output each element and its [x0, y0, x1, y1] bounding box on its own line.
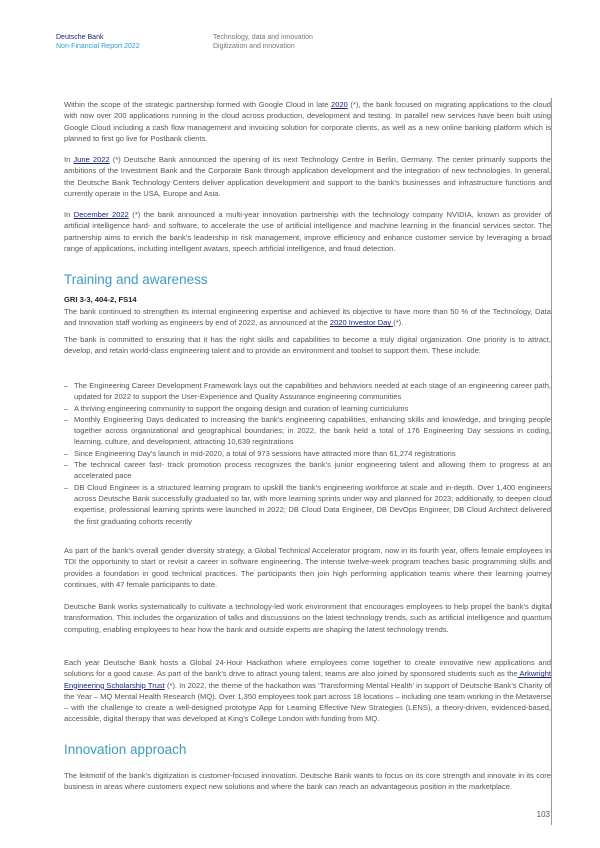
list-item: – Monthly Engineering Days dedicated to increasing the bank’s engineering capabilities, enhancing skills and knowledge, and bringing people together across organizational and geographical boundaries; in 2022, the bank held a total of 176 Engineering Day sessions in coding, learning, culture, and development, attracting 10,639 registrations [64, 414, 551, 448]
text: Each year Deutsche Bank hosts a Global 24-Hour Hackathon where employees come together to create innovative new applications and solutions for a good cause. As part of the bank’s drive to attract young talent, teams are also joined by sponsored students such as the [64, 658, 551, 679]
text: The bank continued to strengthen its internal engineering expertise and achieved its objective to have more than 50 % of the Technology, Data and Innovation staff working as engineers by end of 2022, as announced at the [64, 307, 551, 328]
header-left [56, 33, 140, 51]
list-item: – A thriving engineering community to support the ongoing design and curation of learning curriculums [64, 403, 551, 414]
subsection-title: Digitization and innovation [213, 43, 295, 50]
list-item: – The Engineering Career Development Framework lays out the capabilities and behaviors needed at each stage of an engineering career path, updated for 2022 to support the User-Experience and Quality Assurance engineering communities [64, 380, 551, 403]
gri-reference: GRI 3-3, 404-2, FS14 [64, 295, 137, 304]
page-number: 103 [536, 810, 550, 819]
paragraph-gender-diversity: As part of the bank’s overall gender diversity strategy, a Global Technical Accelerator program, now in its fourth year, offers female employees in TDI the opportunity to start or revisit a career in software engineering. The intense twelve-week program teaches basic programming skills and provides a foundation in good technical practices. The participants then join high performing application teams where their learning journey continues, with 47 female participants to date. [64, 546, 551, 589]
section-title: Technology, data and innovation [213, 34, 313, 41]
training-list [64, 380, 551, 527]
report-name: Non-Financial Report 2022 [56, 43, 140, 50]
change-bar [551, 98, 552, 825]
heading-training: Training and awareness [64, 272, 208, 287]
paragraph-leitmotif: The leitmotif of the bank’s digitization is customer-focused innovation. Deutsche Bank wants to focus on its core strength and innovate in its core business in areas where customers expect new solutions and where the bank can reach an advantageous position in the marketplace. [64, 771, 551, 792]
paragraph-work-environment: Deutsche Bank works systematically to cultivate a technology-led work environment that encourages employees to help propel the bank’s digital transformation. This includes the organization of talks and discussions on the latest technology trends, such as artificial intelligence and quantum computing, enabling employees to hear how the bank and outside experts are shaping the latest technology trends. [64, 602, 551, 634]
text: (*) the bank announced a multi-year innovation partnership with the technology company NVIDIA, known as provider of artificial intelligence hard- and software, to accelerate the use of artificial intelligence and machine learning in the financial services sector. The partnership aims to enrich the bank’s leadership in risk management, improve efficiency and enhance customer service by leveraging a broad range of applications, including intelligent avatars, speech artificial intelligence, and fraud detection. [64, 210, 551, 253]
text: (*). [393, 318, 404, 328]
text: (*), the bank focused on migrating applications to the cloud with now over 200 applications running in the cloud across production, development and testing. In parallel new services have been built using Google Cloud including a cash flow management and invoicing solution for corporate clients, as well as a new online banking platform which is planned to first go live for Postbank clients. [64, 100, 551, 143]
text: (*). In 2022, the theme of the hackathon was ‘Transforming Mental Health’ in support of Deutsche Bank’s Charity of the Year – MQ Mental Health Research (MQ). Over 1,350 employees took part across 18 locations – including one team working in the Metaverse – with the challenge to create a well-designed prototype App for Learning Effective New Strategies (LENS), a theory-driven, evidenced-based, accessible, digital therapy that was developed at King’s College London with funding from MQ. [64, 680, 552, 724]
paragraph-technology-centre [64, 154, 551, 199]
header-right [213, 33, 313, 51]
list-item: – Since Engineering Day’s launch in mid-2020, a total of 973 sessions have attracted more than 61,274 registrations [64, 448, 551, 459]
heading-innovation: Innovation approach [64, 742, 187, 757]
link-december-2022[interactable]: December 2022 [73, 210, 129, 219]
link-2020[interactable]: 2020 [331, 100, 348, 109]
paragraph-committed: The bank is committed to ensuring that it has the right skills and capabilities to become a truly digital organization. One priority is to attract, develop, and retain world-class engineering talent and to provide an environment and toolset to support them. These include: [64, 335, 551, 356]
paragraph-engineering-expertise [64, 306, 551, 329]
text: Within the scope of the strategic partnership formed with Google Cloud in late [64, 100, 332, 109]
link-investor-day[interactable]: 2020 Investor Day [329, 318, 394, 328]
company-name: Deutsche Bank [56, 34, 104, 41]
text: In [64, 155, 74, 164]
paragraph-nvidia [64, 209, 551, 254]
paragraph-hackathon [64, 657, 551, 725]
text: (*) Deutsche Bank announced the opening of its next Technology Centre in Berlin, Germany. The center primarily supports the ambitions of the Investment Bank and the Corporate Bank through application development and the integration of new technologies. In general, the Deutsche Bank Technology Centers deliver application development and support to the bank’s businesses and infrastructure functions and currently operate in the USA, Europe and Asia. [64, 155, 551, 198]
paragraph-google-cloud [64, 99, 551, 144]
list-item: – The technical career fast- track promotion process recognizes the bank’s junior engineering talent and allowing them to progress at an accelerated pace [64, 459, 551, 482]
list-item: – DB Cloud Engineer is a structured learning program to upskill the bank’s engineering workforce at scale and in-depth. Over 1,400 engineers across Deutsche Bank successfully graduated so far, with more learning sprints under way and planned for 2023; additionally, to deepen cloud expertise, professional learning sprints were launched in 2022; DB Cloud Data Engineer, DB DevOps Engineer, DB Cloud Architect delivered the first graduating cohorts recently [64, 482, 551, 527]
text: In [64, 210, 74, 219]
link-arkwright[interactable]: Arkwright Engineering Scholarship Trust [64, 669, 551, 690]
link-june-2022[interactable]: June 2022 [73, 155, 110, 164]
